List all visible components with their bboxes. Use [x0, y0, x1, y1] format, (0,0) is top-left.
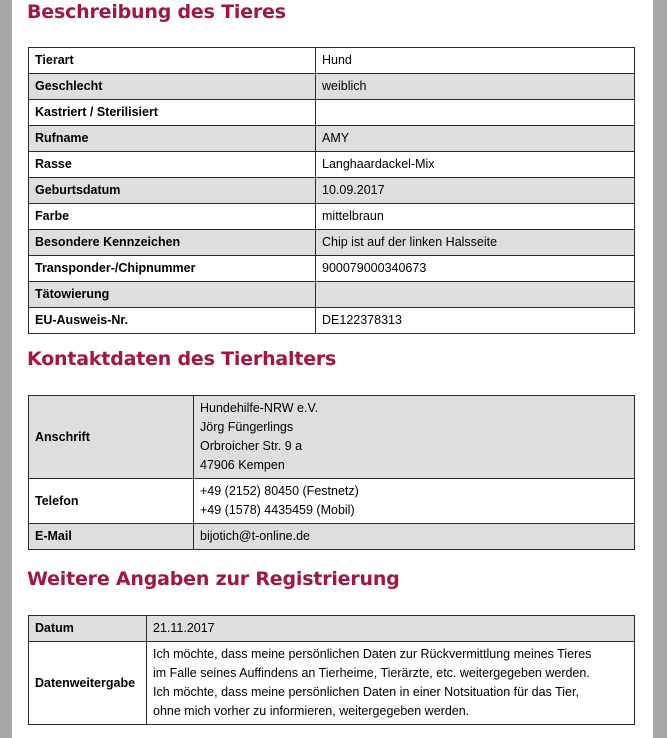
consent-line: Ich möchte, dass meine persönlichen Daten zur Rückvermittlung meines Tieres: [153, 647, 592, 661]
table-row: [29, 152, 635, 178]
section-title-owner: Kontaktdaten des Tierhalters: [27, 348, 337, 370]
table-row: [29, 308, 635, 334]
consent-line: im Falle seines Auffindens an Tierheime, Tierärzte, etc. weitergegeben werden.: [153, 666, 590, 680]
consent-line: ohne mich vorher zu informieren, weitergegeben werden.: [153, 704, 470, 718]
row-label: Transponder-/Chipnummer: [29, 256, 316, 282]
document-page: [12, 0, 653, 738]
owner-table: [28, 395, 635, 550]
address-line: Jörg Füngerlings: [200, 420, 294, 434]
row-value: weiblich: [316, 74, 635, 100]
address-line: Hundehilfe-NRW e.V.: [200, 401, 319, 415]
table-row: [29, 74, 635, 100]
table-row: [29, 100, 635, 126]
consent-label: Datenweitergabe: [29, 642, 147, 725]
row-label: Tätowierung: [29, 282, 316, 308]
table-row: [29, 178, 635, 204]
address-line: 47906 Kempen: [200, 458, 285, 472]
consent-value: [147, 642, 635, 725]
row-value: Hund: [316, 48, 635, 74]
section-title-animal: Beschreibung des Tieres: [27, 1, 286, 23]
phone-line: +49 (2152) 80450 (Festnetz): [200, 484, 359, 498]
row-value: Langhaardackel-Mix: [316, 152, 635, 178]
row-label: Tierart: [29, 48, 316, 74]
table-row: [29, 524, 635, 550]
row-value: mittelbraun: [316, 204, 635, 230]
table-row: [29, 256, 635, 282]
section-title-registration: Weitere Angaben zur Registrierung: [27, 568, 400, 590]
registration-table: [28, 615, 635, 725]
row-value: DE122378313: [316, 308, 635, 334]
consent-line: Ich möchte, dass meine persönlichen Daten in einer Notsituation für das Tier,: [153, 685, 579, 699]
table-row: [29, 126, 635, 152]
row-label: Kastriert / Sterilisiert: [29, 100, 316, 126]
row-label: Rasse: [29, 152, 316, 178]
table-row: [29, 204, 635, 230]
row-value: AMY: [316, 126, 635, 152]
table-row: [29, 282, 635, 308]
animal-table: [28, 47, 635, 334]
table-row: [29, 396, 635, 479]
date-value: 21.11.2017: [147, 616, 635, 642]
row-value: [316, 100, 635, 126]
address-value: [194, 396, 635, 479]
table-row: [29, 479, 635, 524]
email-label: E-Mail: [29, 524, 194, 550]
address-label: Anschrift: [29, 396, 194, 479]
phone-label: Telefon: [29, 479, 194, 524]
table-row: [29, 616, 635, 642]
address-line: Orbroicher Str. 9 a: [200, 439, 303, 453]
row-label: Geburtsdatum: [29, 178, 316, 204]
table-row: [29, 230, 635, 256]
row-value: Chip ist auf der linken Halsseite: [316, 230, 635, 256]
date-label: Datum: [29, 616, 147, 642]
phone-value: [194, 479, 635, 524]
row-label: Farbe: [29, 204, 316, 230]
table-row: [29, 642, 635, 725]
row-label: Geschlecht: [29, 74, 316, 100]
row-label: EU-Ausweis-Nr.: [29, 308, 316, 334]
table-row: [29, 48, 635, 74]
email-value: bijotich@t-online.de: [194, 524, 635, 550]
row-value: [316, 282, 635, 308]
row-value: 900079000340673: [316, 256, 635, 282]
row-label: Besondere Kennzeichen: [29, 230, 316, 256]
phone-line: +49 (1578) 4435459 (Mobil): [200, 503, 355, 517]
row-value: 10.09.2017: [316, 178, 635, 204]
row-label: Rufname: [29, 126, 316, 152]
